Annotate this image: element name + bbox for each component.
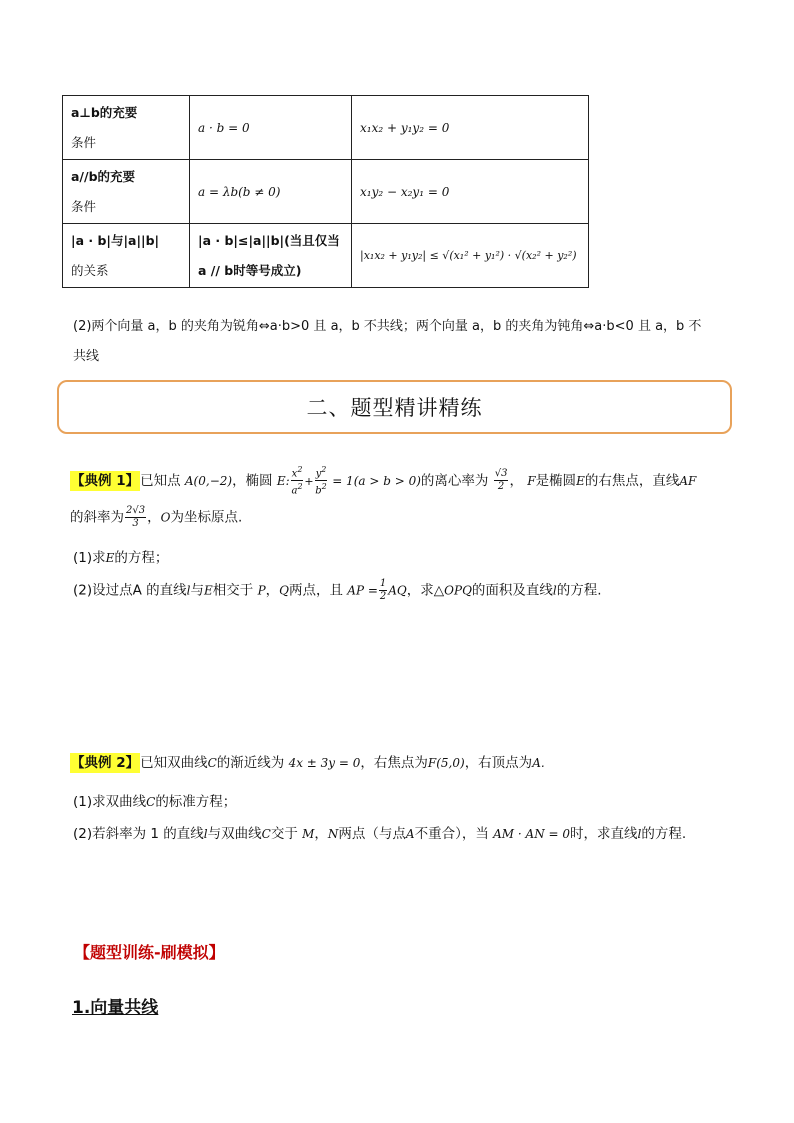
vector-form: a // b时等号成立) bbox=[198, 262, 302, 278]
coord-form: x₁y₂ − x₂y₁ = 0 bbox=[360, 184, 450, 199]
example2-line1 bbox=[70, 751, 545, 771]
math-text: M bbox=[302, 827, 315, 841]
text: (2)若斜率为 1 的直线 bbox=[73, 826, 204, 842]
text: 不重合），当 bbox=[414, 826, 489, 842]
table-cell bbox=[190, 160, 352, 224]
table-cell bbox=[352, 96, 589, 160]
math-text: C bbox=[261, 827, 271, 841]
math-text: AF bbox=[679, 473, 697, 488]
angle-note bbox=[73, 312, 733, 372]
note-line: 共线 bbox=[73, 349, 100, 364]
example-tag: 【典例 2】 bbox=[71, 755, 140, 771]
text: (2)设过点A 的直线 bbox=[73, 582, 187, 599]
cond-label: 条件 bbox=[71, 134, 97, 150]
text: ， bbox=[147, 509, 161, 526]
text: ， bbox=[314, 826, 328, 842]
text: 的离心率为 bbox=[420, 472, 489, 489]
text: 已知双曲线 bbox=[140, 755, 208, 771]
banner-title: 二、题型精讲精练 bbox=[306, 396, 483, 420]
math-text: A(0,−2) bbox=[184, 473, 233, 488]
math-text: A bbox=[405, 827, 415, 841]
fraction: $\frac{√3}{2}$ bbox=[494, 468, 508, 493]
text: 的右焦点，直线 bbox=[584, 472, 680, 489]
text: 两点（与点 bbox=[338, 826, 406, 842]
math-text: AQ bbox=[388, 583, 407, 598]
math-text: E: bbox=[276, 473, 290, 488]
math-text: l bbox=[637, 827, 642, 841]
coord-form: |x₁x₂ + y₁y₂| ≤ √(x₁² + y₁²) · √(x₂² + y₂²) bbox=[360, 249, 577, 262]
example1-q1 bbox=[73, 546, 168, 566]
text: 是椭圆 bbox=[535, 472, 577, 489]
section-heading: 1.向量共线 bbox=[72, 998, 159, 1018]
text: 两点，且 bbox=[288, 582, 343, 599]
vector-condition-table bbox=[62, 95, 589, 288]
fraction: $\frac{x^2}{a^2}$ bbox=[291, 465, 303, 497]
math-text: l bbox=[186, 583, 191, 598]
text: 的方程. bbox=[641, 826, 687, 842]
table-cell bbox=[352, 224, 589, 288]
vector-form: a · b = 0 bbox=[198, 120, 250, 135]
cond-label: a⊥b的充要 bbox=[71, 104, 138, 120]
note-line: (2)两个向量 a，b 的夹角为锐角⇔a·b>0 且 a，b 不共线；两个向量 a，b 的夹角为钝角⇔a·b<0 且 a，b 不 bbox=[73, 319, 702, 334]
vector-form: a = λb(b ≠ 0) bbox=[198, 184, 281, 199]
text: ，椭圆 bbox=[232, 472, 273, 489]
math-text: E bbox=[105, 551, 115, 565]
text: (1)求 bbox=[73, 550, 106, 566]
fraction: $\frac{2√3}{3}$ bbox=[126, 505, 146, 529]
math-text: O bbox=[160, 510, 171, 525]
text: 时，求直线 bbox=[570, 826, 638, 842]
math-text: E bbox=[204, 583, 213, 598]
math-text: AP = bbox=[347, 583, 378, 598]
example2-q1 bbox=[73, 790, 236, 810]
section-banner bbox=[57, 380, 732, 434]
example2-q2 bbox=[73, 822, 686, 842]
table-cell bbox=[352, 160, 589, 224]
table-cell bbox=[63, 160, 190, 224]
example1-q2 bbox=[73, 578, 602, 603]
training-subtitle: 【题型训练-刷模拟】 bbox=[74, 943, 225, 962]
text: 的方程； bbox=[114, 550, 169, 566]
text: 的标准方程； bbox=[155, 794, 237, 810]
text: (1)求双曲线 bbox=[73, 794, 147, 810]
math-text: OPQ bbox=[444, 583, 472, 598]
cond-label: |a · b|与|a||b| bbox=[71, 232, 160, 248]
table-cell bbox=[63, 224, 190, 288]
text: 与 bbox=[190, 582, 204, 599]
cond-label: 的关系 bbox=[71, 262, 109, 278]
text: 的渐近线为 bbox=[216, 755, 285, 771]
table-cell bbox=[63, 96, 190, 160]
text: ， bbox=[509, 472, 523, 489]
text: 的斜率为 bbox=[70, 509, 124, 526]
vector-form: |a · b|≤|a||b|(当且仅当 bbox=[198, 232, 340, 248]
math-text: C bbox=[207, 756, 217, 770]
cond-label: a//b的充要 bbox=[71, 168, 136, 184]
math-text: N bbox=[327, 827, 339, 841]
example-tag: 【典例 1】 bbox=[71, 472, 140, 489]
text: 为坐标原点. bbox=[170, 509, 243, 526]
cond-label: 条件 bbox=[71, 198, 97, 214]
math-text: E bbox=[576, 473, 585, 488]
text: 的方程. bbox=[556, 582, 602, 599]
table-row bbox=[63, 96, 589, 160]
math-text: 4x ± 3y = 0 bbox=[288, 756, 361, 770]
text: ，右顶点为 bbox=[464, 755, 533, 771]
table-row bbox=[63, 160, 589, 224]
example1-line2 bbox=[70, 505, 242, 530]
text: 已知点 bbox=[140, 472, 181, 489]
math-text: = 1(a > b > 0) bbox=[328, 473, 421, 488]
math-text: l bbox=[203, 827, 208, 841]
text: ，求△ bbox=[406, 582, 445, 599]
math-text: F bbox=[527, 473, 536, 488]
fraction: $\frac{y^2}{b^2}$ bbox=[315, 465, 327, 497]
text: ，右焦点为 bbox=[360, 755, 428, 771]
text: 与双曲线 bbox=[207, 826, 262, 842]
text: 相交于 bbox=[212, 582, 254, 599]
table-row bbox=[63, 224, 589, 288]
math-text: Q bbox=[279, 583, 289, 598]
math-text: P bbox=[257, 583, 266, 598]
math-text: F(5,0) bbox=[427, 756, 465, 770]
table-cell bbox=[190, 96, 352, 160]
math-text: AM · AN = 0 bbox=[493, 827, 571, 841]
math-text: l bbox=[552, 583, 557, 598]
text: 交于 bbox=[270, 826, 298, 842]
table-cell bbox=[190, 224, 352, 288]
math-text: C bbox=[146, 795, 156, 809]
math-text: A. bbox=[532, 756, 545, 770]
text: ， bbox=[265, 582, 280, 599]
coord-form: x₁x₂ + y₁y₂ = 0 bbox=[360, 120, 450, 135]
fraction: $\frac{1}{2}$ bbox=[379, 578, 387, 602]
text: 的面积及直线 bbox=[471, 582, 553, 599]
example1-line1: 【典例 1】已知点 A(0,−2)，椭圆 E: $\frac{x^2}{a^2}$ + $\frac{y^2}{b^2}$ = 1(a > b > 0)的离心率为 $\frac{√3}{2}$ ， F是椭圆E的右焦点，直线AF bbox=[71, 465, 697, 497]
